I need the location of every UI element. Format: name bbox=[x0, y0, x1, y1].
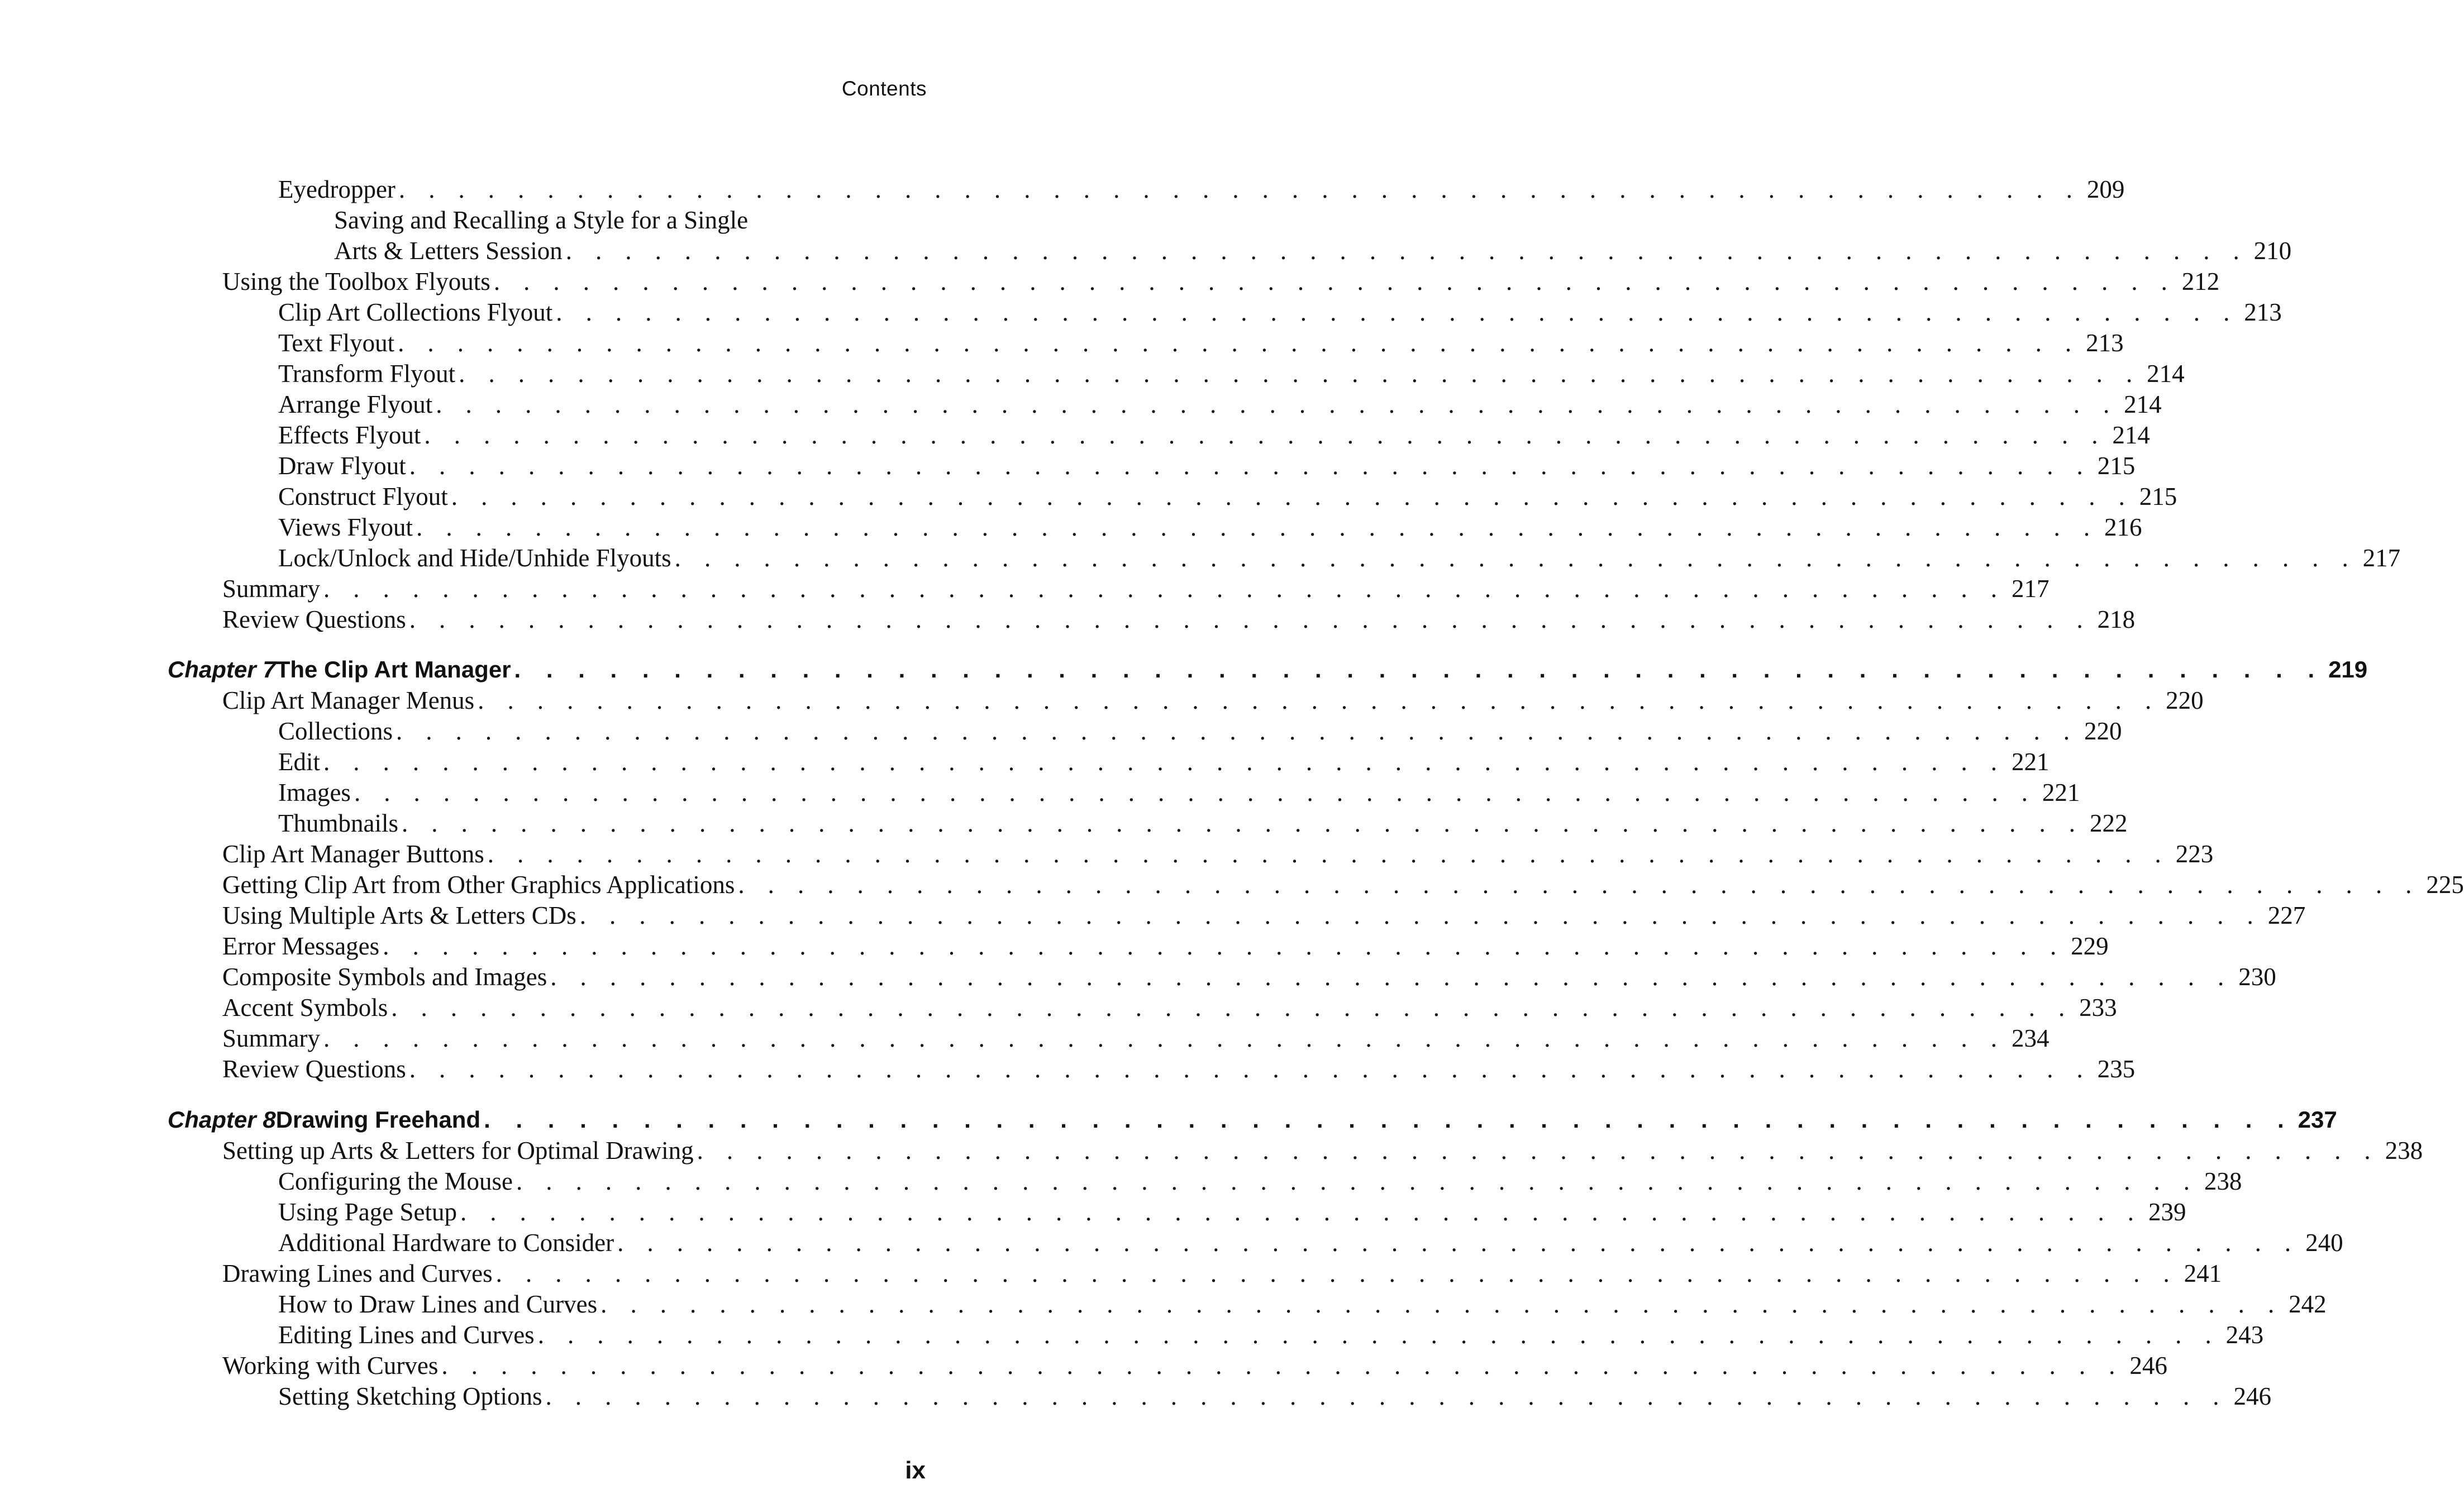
dot-leader: . . . . . . . . . . . . . . . . . . . . . . . . . . . . . . . . . . . . . . . . . . . . . . . . . . . . . . . . . bbox=[460, 1198, 2143, 1226]
toc-entry bbox=[0, 839, 2214, 869]
entry-page-number: 212 bbox=[2181, 268, 2220, 295]
dot-leader: . . . . . . . . . . . . . . . . . . . . . . . . . . . . . . . . . . . . . . . . . . . . . . . . . . . . . . . . . bbox=[409, 605, 2092, 633]
entry-page-number: 214 bbox=[2124, 390, 2162, 418]
chapter-label: Chapter 8 bbox=[168, 1106, 276, 1133]
toc-entry bbox=[0, 1023, 2050, 1053]
toc-entry bbox=[0, 174, 2125, 204]
dot-leader: . . . . . . . . . . . . . . . . . . . . . . . . . . . . . . . . . . . . . . . . . . . . . . . . . . . . . . . . . bbox=[495, 1259, 2179, 1287]
toc-entry bbox=[0, 931, 2109, 961]
dot-leader: . . . . . . . . . . . . . . . . . . . . . . . . . . . . . . . . . . . . . . . . . . . . . . . . . . . . . . . . . bbox=[484, 1106, 2294, 1133]
toc-entry bbox=[0, 808, 2128, 838]
dot-leader: . . . . . . . . . . . . . . . . . . . . . . . . . . . . . . . . . . . . . . . . . . . . . . . . . . . . . . . . . bbox=[697, 1137, 2380, 1165]
entry-title: Summary bbox=[222, 575, 320, 603]
dot-leader: . . . . . . . . . . . . . . . . . . . . . . . . . . . . . . . . . . . . . . . . . . . . . . . . . . . . . . . . . bbox=[398, 329, 2080, 357]
entry-page-number: 209 bbox=[2086, 175, 2125, 203]
toc-entry bbox=[0, 900, 2306, 930]
dot-leader: . . . . . . . . . . . . . . . . . . . . . . . . . . . . . . . . . . . . . . . . . . . . . . . . . . . . . . . . . bbox=[674, 544, 2357, 572]
toc-entry bbox=[0, 205, 1005, 235]
dot-leader: . . . . . . . . . . . . . . . . . . . . . . . . . . . . . . . . . . . . . . . . . . . . . . . . . . . . . . . . . bbox=[424, 421, 2106, 449]
toc-entry bbox=[0, 512, 2142, 542]
dot-leader: . . . . . . . . . . . . . . . . . . . . . . . . . . . . . . . . . . . . . . . . . . . . . . . . . . . . . . . . . bbox=[398, 175, 2081, 203]
entry-title: Images bbox=[278, 779, 351, 807]
dot-leader: . . . . . . . . . . . . . . . . . . . . . . . . . . . . . . . . . . . . . . . . . . . . . . . . . . . . . . . . . bbox=[617, 1229, 2300, 1257]
entry-title: Composite Symbols and Images bbox=[222, 963, 547, 991]
entry-page-number: 214 bbox=[2147, 360, 2185, 388]
toc-entry bbox=[0, 1381, 2271, 1411]
dot-leader: . . . . . . . . . . . . . . . . . . . . . . . . . . . . . . . . . . . . . . . . . . . . . . . . . . . . . . . . . bbox=[323, 748, 2006, 776]
toc-entry bbox=[0, 297, 2282, 327]
dot-leader: . . . . . . . . . . . . . . . . . . . . . . . . . . . . . . . . . . . . . . . . . . . . . . . . . . . . . . . . . bbox=[323, 575, 2006, 603]
entry-title: Draw Flyout bbox=[278, 452, 406, 480]
dot-leader: . . . . . . . . . . . . . . . . . . . . . . . . . . . . . . . . . . . . . . . . . . . . . . . . . . . . . . . . . bbox=[516, 1167, 2199, 1195]
entry-page-number: 215 bbox=[2097, 452, 2136, 480]
dot-leader: . . . . . . . . . . . . . . . . . . . . . . . . . . . . . . . . . . . . . . . . . . . . . . . . . . . . . . . . . bbox=[323, 1024, 2006, 1052]
entry-page-number: 218 bbox=[2097, 605, 2136, 633]
entry-title: How to Draw Lines and Curves bbox=[278, 1290, 598, 1318]
entry-page-number: 240 bbox=[2305, 1229, 2343, 1257]
dot-leader: . . . . . . . . . . . . . . . . . . . . . . . . . . . . . . . . . . . . . . . . . . . . . . . . . . . . . . . . . bbox=[493, 268, 2176, 295]
toc-entry bbox=[0, 1258, 2222, 1289]
entry-title: Lock/Unlock and Hide/Unhide Flyouts bbox=[278, 544, 671, 572]
entry-page-number: 229 bbox=[2071, 932, 2109, 960]
entry-title: Arts & Letters Session bbox=[334, 237, 563, 265]
dot-leader: . . . . . . . . . . . . . . . . . . . . . . . . . . . . . . . . . . . . . . . . . . . . . . . . . . . . . . . . . bbox=[409, 452, 2092, 480]
toc-entry bbox=[0, 389, 2162, 419]
entry-page-number: 246 bbox=[2233, 1382, 2271, 1410]
toc-entry bbox=[0, 870, 2464, 900]
dot-leader: . . . . . . . . . . . . . . . . . . . . . . . . . . . . . . . . . . . . . . . . . . . . . . . . . . . . . . . . . bbox=[738, 871, 2420, 899]
entry-title: Transform Flyout bbox=[278, 360, 456, 388]
dot-leader: . . . . . . . . . . . . . . . . . . . . . . . . . . . . . . . . . . . . . . . . . . . . . . . . . . . . . . . . . bbox=[579, 901, 2262, 929]
toc-entry bbox=[0, 1054, 2136, 1084]
dot-leader: . . . . . . . . . . . . . . . . . . . . . . . . . . . . . . . . . . . . . . . . . . . . . . . . . . . . . . . . . bbox=[395, 717, 2079, 745]
entry-title: Using Multiple Arts & Letters CDs bbox=[222, 901, 576, 929]
dot-leader: . . . . . . . . . . . . . . . . . . . . . . . . . . . . . . . . . . . . . . . . . . . . . . . . . . . . . . . . . bbox=[545, 1382, 2228, 1410]
toc-entry bbox=[0, 1228, 2343, 1258]
entry-title: Effects Flyout bbox=[278, 421, 421, 449]
entry-title: Editing Lines and Curves bbox=[278, 1321, 535, 1349]
toc-entry bbox=[0, 992, 2117, 1023]
toc-entry bbox=[0, 1350, 2167, 1381]
entry-page-number: 217 bbox=[2362, 544, 2401, 572]
toc-entry bbox=[0, 777, 2080, 808]
entry-page-number: 214 bbox=[2112, 421, 2150, 449]
toc-chapter-heading bbox=[0, 655, 2368, 685]
toc-entry bbox=[0, 420, 2150, 450]
dot-leader: . . . . . . . . . . . . . . . . . . . . . . . . . . . . . . . . . . . . . . . . . . . . . . . . . . . . . . . . . bbox=[441, 1352, 2124, 1380]
entry-title: Eyedropper bbox=[278, 175, 395, 203]
toc-entry bbox=[0, 747, 2050, 777]
toc-entry bbox=[0, 1289, 2327, 1319]
entry-title: Setting Sketching Options bbox=[278, 1382, 542, 1410]
entry-page-number: 215 bbox=[2139, 483, 2177, 510]
toc-entry bbox=[0, 543, 2401, 573]
toc-entry bbox=[0, 359, 2185, 389]
entry-page-number: 223 bbox=[2175, 840, 2214, 868]
entry-page-number: 220 bbox=[2084, 717, 2122, 745]
entry-page-number: 216 bbox=[2104, 513, 2142, 541]
entry-title: Clip Art Manager Buttons bbox=[222, 840, 484, 868]
toc-entry bbox=[0, 1135, 2423, 1166]
running-head: Contents bbox=[841, 77, 927, 100]
entry-title: Working with Curves bbox=[222, 1352, 439, 1380]
entry-page-number: 238 bbox=[2385, 1137, 2423, 1165]
entry-title: Arrange Flyout bbox=[278, 390, 433, 418]
entry-title: Error Messages bbox=[222, 932, 380, 960]
dot-leader: . . . . . . . . . . . . . . . . . . . . . . . . . . . . . . . . . . . . . . . . . . . . . . . . . . . . . . . . . bbox=[550, 963, 2233, 991]
entry-title: Review Questions bbox=[222, 605, 406, 633]
toc-entry bbox=[0, 481, 2177, 512]
toc-entry bbox=[0, 685, 2204, 715]
entry-page-number: 239 bbox=[2148, 1198, 2186, 1226]
toc-entry bbox=[0, 962, 2276, 992]
dot-leader: . . . . . . . . . . . . . . . . . . . . . . . . . . . . . . . . . . . . . . . . . . . . . . . . . . . . . . . . . bbox=[391, 994, 2074, 1022]
toc-entry bbox=[0, 574, 2050, 604]
entry-page-number: 220 bbox=[2166, 686, 2204, 714]
entry-title: Getting Clip Art from Other Graphics Applications bbox=[222, 871, 735, 899]
dot-leader: . . . . . . . . . . . . . . . . . . . . . . . . . . . . . . . . . . . . . . . . . . . . . . . . . . . . . . . . . bbox=[459, 360, 2141, 388]
entry-title: Clip Art Collections Flyout bbox=[278, 298, 553, 326]
entry-page-number: 217 bbox=[2011, 575, 2050, 603]
toc-entry bbox=[0, 716, 2122, 746]
dot-leader: . . . . . . . . . . . . . . . . . . . . . . . . . . . . . . . . . . . . . . . . . . . . . . . . . . . . . . . . . bbox=[537, 1321, 2220, 1349]
dot-leader: . . . . . . . . . . . . . . . . . . . . . . . . . . . . . . . . . . . . . . . . . . . . . . . . . . . . . . . . . bbox=[409, 1055, 2092, 1083]
entry-page-number: 243 bbox=[2225, 1321, 2264, 1349]
entry-title: Text Flyout bbox=[278, 329, 395, 357]
chapter-label: Chapter 7 bbox=[168, 656, 276, 683]
entry-page-number: 213 bbox=[2086, 329, 2124, 357]
toc-entry bbox=[0, 1320, 2264, 1350]
dot-leader: . . . . . . . . . . . . . . . . . . . . . . . . . . . . . . . . . . . . . . . . . . . . . . . . . . . . . . . . . bbox=[565, 237, 2248, 265]
entry-page-number: 235 bbox=[2097, 1055, 2136, 1083]
dot-leader: . . . . . . . . . . . . . . . . . . . . . . . . . . . . . . . . . . . . . . . . . . . . . . . . . . . . . . . . . bbox=[401, 809, 2084, 837]
dot-leader: . . . . . . . . . . . . . . . . . . . . . . . . . . . . . . . . . . . . . . . . . . . . . . . . . . . . . . . . . bbox=[478, 686, 2160, 714]
entry-page-number: 241 bbox=[2184, 1259, 2222, 1287]
entry-page-number: 246 bbox=[2129, 1352, 2167, 1380]
entry-page-number: 221 bbox=[2011, 748, 2050, 776]
dot-leader: . . . . . . . . . . . . . . . . . . . . . . . . . . . . . . . . . . . . . . . . . . . . . . . . . . . . . . . . . bbox=[487, 840, 2170, 868]
toc-entry bbox=[0, 1197, 2186, 1227]
entry-page-number: 242 bbox=[2289, 1290, 2327, 1318]
entry-title: Drawing Lines and Curves bbox=[222, 1259, 493, 1287]
entry-title: Saving and Recalling a Style for a Single bbox=[334, 206, 749, 234]
entry-page-number: 233 bbox=[2079, 994, 2117, 1022]
toc-entry bbox=[0, 451, 2136, 481]
toc-entry bbox=[0, 266, 2220, 297]
entry-page-number: 234 bbox=[2011, 1024, 2050, 1052]
dot-leader: . . . . . . . . . . . . . . . . . . . . . . . . . . . . . . . . . . . . . . . . . . . . . . . . . . . . . . . . . bbox=[451, 483, 2134, 510]
entry-title: Edit bbox=[278, 748, 320, 776]
entry-title: Construct Flyout bbox=[278, 483, 448, 510]
chapter-title: The Clip Art Manager bbox=[275, 656, 511, 683]
entry-title: Thumbnails bbox=[278, 809, 398, 837]
entry-title: Additional Hardware to Consider bbox=[278, 1229, 614, 1257]
entry-page-number: 210 bbox=[2253, 237, 2292, 265]
entry-title: Using the Toolbox Flyouts bbox=[222, 268, 490, 295]
entry-page-number: 221 bbox=[2042, 779, 2080, 807]
entry-page-number: 219 bbox=[2328, 656, 2368, 683]
dot-leader: . . . . . . . . . . . . . . . . . . . . . . . . . . . . . . . . . . . . . . . . . . . . . . . . . . . . . . . . . bbox=[514, 656, 2324, 683]
toc-entry bbox=[0, 328, 2124, 358]
entry-page-number: 222 bbox=[2089, 809, 2128, 837]
dot-leader: . . . . . . . . . . . . . . . . . . . . . . . . . . . . . . . . . . . . . . . . . . . . . . . . . . . . . . . . . bbox=[354, 779, 2037, 807]
entry-title: Clip Art Manager Menus bbox=[222, 686, 475, 714]
entry-title: Review Questions bbox=[222, 1055, 406, 1083]
entry-title: Summary bbox=[222, 1024, 320, 1052]
entry-title: Configuring the Mouse bbox=[278, 1167, 513, 1195]
toc-chapter-heading bbox=[0, 1105, 2337, 1135]
entry-title: Setting up Arts & Letters for Optimal Drawing bbox=[222, 1137, 694, 1165]
dot-leader: . . . . . . . . . . . . . . . . . . . . . . . . . . . . . . . . . . . . . . . . . . . . . . . . . . . . . . . . . bbox=[416, 513, 2099, 541]
entry-page-number: 230 bbox=[2238, 963, 2276, 991]
dot-leader: . . . . . . . . . . . . . . . . . . . . . . . . . . . . . . . . . . . . . . . . . . . . . . . . . . . . . . . . . bbox=[383, 932, 2065, 960]
entry-page-number: 225 bbox=[2426, 871, 2464, 899]
chapter-title: Drawing Freehand bbox=[275, 1106, 481, 1133]
entry-page-number: 238 bbox=[2204, 1167, 2242, 1195]
dot-leader: . . . . . . . . . . . . . . . . . . . . . . . . . . . . . . . . . . . . . . . . . . . . . . . . . . . . . . . . . bbox=[556, 298, 2238, 326]
toc-entry bbox=[0, 236, 2292, 266]
entry-page-number: 237 bbox=[2298, 1106, 2337, 1133]
page-number: ix bbox=[905, 1457, 926, 1484]
dot-leader: . . . . . . . . . . . . . . . . . . . . . . . . . . . . . . . . . . . . . . . . . . . . . . . . . . . . . . . . . bbox=[436, 390, 2118, 418]
entry-page-number: 213 bbox=[2244, 298, 2282, 326]
toc-entry bbox=[0, 604, 2136, 634]
entry-title: Using Page Setup bbox=[278, 1198, 457, 1226]
entry-title: Collections bbox=[278, 717, 393, 745]
entry-title: Accent Symbols bbox=[222, 994, 388, 1022]
dot-leader: . . . . . . . . . . . . . . . . . . . . . . . . . . . . . . . . . . . . . . . . . . . . . . . . . . . . . . . . . bbox=[600, 1290, 2283, 1318]
entry-title: Views Flyout bbox=[278, 513, 413, 541]
toc-entry bbox=[0, 1166, 2242, 1196]
entry-page-number: 227 bbox=[2267, 901, 2306, 929]
